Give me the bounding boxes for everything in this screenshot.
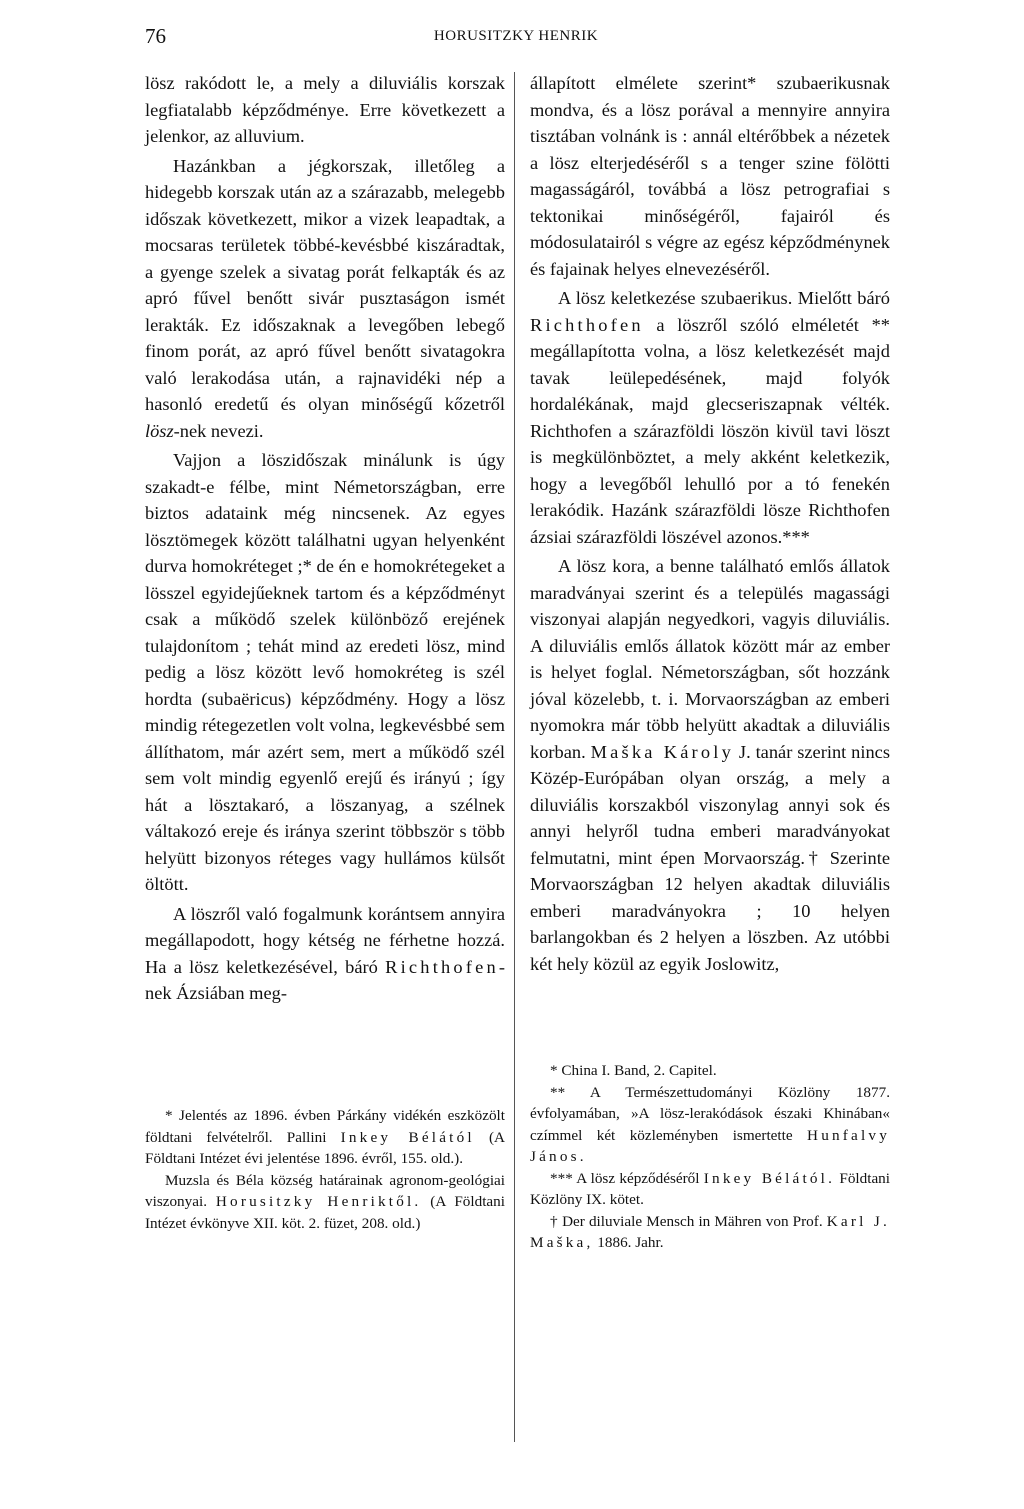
footnote-right-4-text: † Der diluviale Mensch in Mähren von Prof. (550, 1212, 827, 1230)
right-paragraph-3-end: J. tanár szerint nincs Közép-Európában olyan ország, a mely a diluviális korszakból viszonylag annyi sok és annyi helyről tudna emberi maradványokat felmutatni, mint épen Morvaország.† Szerinte Morvaországban 12 helyen akadtak diluviális emberi maradványokra ; 10 helyen barlangokban és 2 helyen a löszben. Az utóbbi két hely közül az egyik Joslowitz, (530, 741, 890, 974)
footnote-right-3-end: Földtani Közlöny IX. kötet. (530, 1169, 890, 1208)
author-name-richthofen: Richthofen (385, 956, 499, 977)
footnotes-left (145, 1105, 505, 1234)
left-paragraph-4-text: A löszről való fogalmunk korántsem annyira megállapodott, hogy kétség ne férhetne hozzá. Ha a lösz keletkezésével, báró (145, 903, 505, 977)
right-column (530, 70, 890, 977)
footnote-right-3 (530, 1168, 890, 1211)
footnote-left-1 (145, 1105, 505, 1170)
left-column (145, 70, 505, 1007)
left-paragraph-2 (145, 153, 505, 445)
left-paragraph-4 (145, 901, 505, 1007)
footnote-right-4 (530, 1211, 890, 1254)
page-header (145, 24, 887, 64)
footnote-left-1-end: (A Földtani Intézet évi jelentése 1896. évről, 155. old.). (145, 1128, 506, 1167)
footnote-right-1: * China I. Band, 2. Capitel. (550, 1062, 717, 1079)
footnote-right-4-end: 1886. Jahr. (593, 1234, 664, 1251)
footnote-left-2-end: (A Földtani Intézet évkönyve XII. köt. 2. füzet, 208. old.) (145, 1193, 505, 1232)
author-name-maska: Maška Károly (590, 741, 734, 762)
author-name-richthofen-2: Richthofen (530, 314, 644, 335)
left-paragraph-2-end: -nek nevezi. (173, 420, 264, 441)
footnote-author-inkey-2: Inkey Bélától. (703, 1169, 836, 1187)
footnote-author-maska: Karl J. Maška, (530, 1212, 890, 1251)
left-paragraph-1: lösz rakódott le, a mely a diluviális korszak legfiatalabb képződménye. Erre következett a jelenkor, az alluvium. (145, 73, 505, 146)
page-number: 76 (145, 24, 166, 48)
right-paragraph-2 (530, 285, 890, 550)
footnote-author-hunfalvy: Hunfalvy János. (530, 1126, 890, 1165)
right-paragraph-1: állapított elmélete szerint* szubaerikusnak mondva, és a lösz porával a mennyire annyira tisztában volnánk is : annál eltérőbbek a nézetek a lösz elterjedéséről s a tenger szine fölötti magasságáról, továbbá a lösz petrografiai s tektonikai minőségéről, fajairól és módosulatairól s végre az egész képződménynek és fajainak helyes elnevezéséről. (530, 73, 890, 279)
left-paragraph-4-end: -nek Ázsiában meg- (145, 956, 505, 1003)
right-paragraph-3-text: A lösz kora, a benne található emlős állatok maradványai szerint és a település magassági viszonyai alapján negyedkori, vagyis diluviális. A diluviális emlős állatok között már az ember is helyet foglal. Németországban, sőt hozzánk jóval közelebb, t. i. Morvaországban az emberi nyomokra már több helyütt akadtak a diluviális korban. (530, 556, 890, 762)
footnote-left-2 (145, 1170, 505, 1235)
lösz-term: lösz (145, 420, 174, 441)
footnote-author-inkey: Inkey Bélától (340, 1128, 475, 1146)
right-paragraph-3 (530, 553, 890, 977)
footnote-right-2-text: ** A Természettudományi Közlöny 1877. évfolyamában, »A lösz-lerakódások északi Khinában« czímmel két közleményben ismertette (530, 1083, 890, 1144)
right-paragraph-2-text: A lösz keletkezése szubaerikus. Mielőtt báró (558, 288, 890, 308)
running-head: HORUSITZKY HENRIK (433, 28, 599, 44)
footnotes-right (530, 1060, 890, 1254)
column-divider (514, 72, 515, 1442)
footnote-left-2-text: Muzsla és Béla község határainak agronom-geológiai viszonyai. (145, 1171, 505, 1210)
footnote-right-3-text: *** A lösz képződéséről (550, 1169, 704, 1187)
left-paragraph-2-text: Hazánkban a jégkorszak, illetőleg a hidegebb korszak után az a szárazabb, melegebb időszak következett, mikor a vizek leapadtak, a mocsaras területek többé-kevésbbé kiszáradtak, a gyenge szelek a sivatag porát felkapták és az apró fűvel benőtt sivár pusztaságon ismét lerakták. Ez időszaknak a levegőben lebegő finom porát, az apró fűvel benőtt sivatagokra való lerakodása után, a rajnavidéki nép a hasonló eredetű és olyan minőségű kőzetről (145, 155, 505, 414)
footnote-right-2 (530, 1082, 890, 1168)
footnote-author-horusitzky: Horusitzky Henriktől. (215, 1193, 422, 1210)
footnote-left-1-text: * Jelentés az 1896. évben Párkány vidékén eszközölt földtani felvételről. Pallini (145, 1107, 505, 1146)
right-paragraph-2-end: a löszről szóló elméletét ** megállapította volna, a lösz keletkezését majd tavak leülepedésének, majd folyók hordalékának, majd glecseriszapnak vélték. Richthofen a szárazföldi löszön kivül tavi löszt is megkülönböztet, a mely akként keletkezik, hogy a levegőből lehulló por a tó fenekén lerakódik. Hazánk szárazföldi lösze Richthofen ázsiai szárazföldi löszével azonos.*** (530, 314, 890, 547)
left-paragraph-3: Vajjon a löszidőszak minálunk is úgy szakadt-e félbe, mint Németországban, erre biztos adataink még nincsenek. Az egyes lösztömegek között találhatni ugyan helyenként durva homokréteget ;* de én e homokrétegeket a lösszel egyidejűeknek tartom és a képződményt csak a működő szelek különböző erejének tulajdonítom ; tehát mind az eredeti lösz, mind pedig a lösz között levő homokréteg is szél hordta (subaëricus) képződmény. Hogy a lösz mindig rétegezetlen volt volna, legkevésbbé sem állíthatom, már azért sem, mert a működő szél sem volt mindig egyenlő erejű és irányú ; így hát a lösztakaró, a löszanyag, a szélnek váltakozó ereje és iránya szerint többször s több helyütt bizonyos réteges vagy hullámos külsőt öltött. (145, 450, 505, 894)
